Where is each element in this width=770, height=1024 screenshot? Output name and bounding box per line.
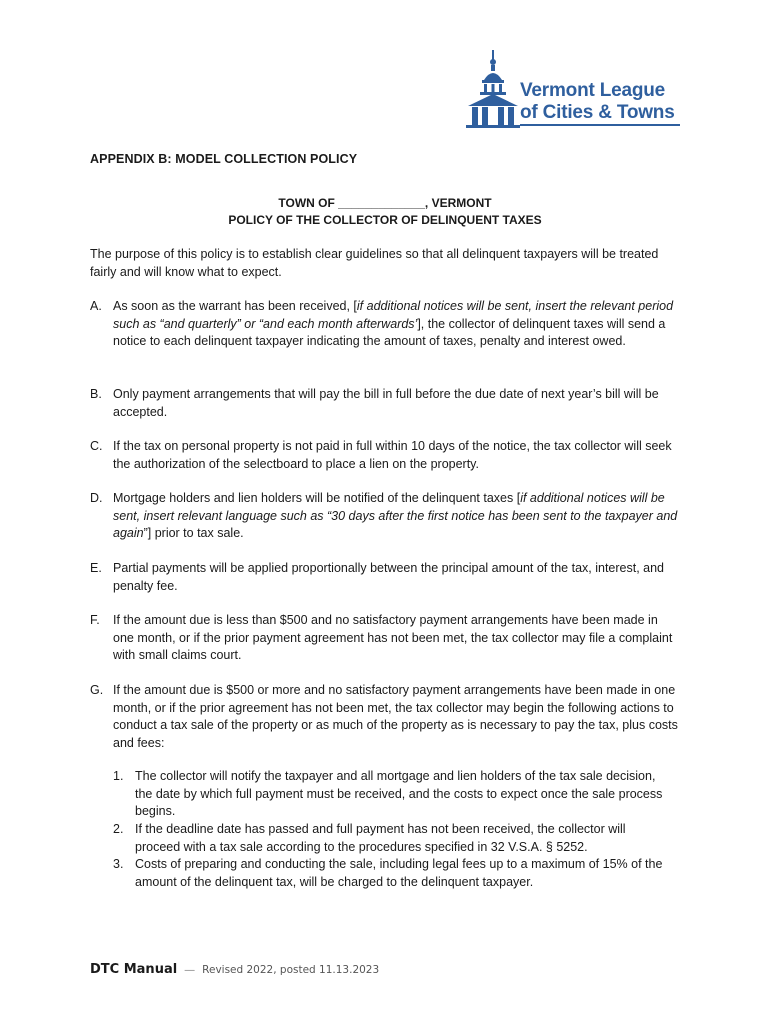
logo-line-1: Vermont League [520,80,666,101]
item-letter: F. [90,613,100,627]
policy-item-c [90,438,682,473]
item-letter: G. [90,683,104,697]
policy-item-f [90,612,682,665]
intro-paragraph: The purpose of this policy is to establish clear guidelines so that all delinquent taxpayers will be treated fairly and will know what to expect. [90,247,659,279]
item-body: Partial payments will be applied proportionally between the principal amount of the tax, interest, and penalty fee. [113,561,665,593]
item-body: As soon as the warrant has been received, [if additional notices will be sent, insert the relevant period such as “and quarterly” or “and each month afterwards’], the collector of delinquent taxes will send a notice to each delinquent taxpayer indicating the amount of taxes, penalty and interest owed. [113,299,674,348]
page-footer [90,962,379,977]
logo-underline [520,124,680,126]
sub-item-number: 3. [113,857,124,871]
item-letter: A. [90,299,102,313]
sub-item-number: 2. [113,822,124,836]
appendix-heading: APPENDIX B: MODEL COLLECTION POLICY [90,152,358,166]
policy-item-b [90,386,682,421]
item-body: Mortgage holders and lien holders will be notified of the delinquent taxes [if additional notices will be sent, insert relevant language such as “30 days after the first notice has been sent to the taxpayer and again”] prior to tax sale. [113,491,678,540]
sub-item-text: The collector will notify the taxpayer and all mortgage and lien holders of the tax sale decision, the date by which full payment must be received, and the costs to expect once the sale process begins. [135,769,663,818]
sub-item-text: If the deadline date has passed and full payment has not been received, the collector will proceed with a tax sale according to the procedures specified in 32 V.S.A. § 5252. [135,822,626,854]
item-body: If the amount due is $500 or more and no satisfactory payment arrangements have been made in one month, or if the prior agreement has not been met, the tax collector may begin the following actions to conduct a tax sale of the property or as much of the property as is necessary to pay the tax, plus costs and fees: [113,683,678,750]
policy-item-d [90,490,682,543]
item-letter: E. [90,561,102,575]
policy-title: POLICY OF THE COLLECTOR OF DELINQUENT TAXES [228,213,542,227]
sub-item-text: Costs of preparing and conducting the sale, including legal fees up to a maximum of 15% of the amount of the delinquent tax, will be charged to the delinquent taxpayer. [135,857,663,889]
item-body: Only payment arrangements that will pay the bill in full before the due date of next year’s bill will be accepted. [113,387,659,419]
logo-line-2: of Cities & Towns [520,102,675,123]
sub-item-1 [113,768,673,821]
policy-item-e [90,560,682,595]
item-body: If the amount due is less than $500 and no satisfactory payment arrangements have been made in one month, or if the prior payment agreement has not been met, the tax collector may file a complaint with small claims court. [113,613,673,662]
item-body: If the tax on personal property is not paid in full within 10 days of the notice, the tax collector will seek the authorization of the selectboard to place a lien on the property. [113,439,672,471]
town-line: TOWN OF _____________, VERMONT [278,196,492,210]
logo-wordmark [520,80,675,124]
town-hall-cupola-icon [466,50,522,130]
sub-item-3 [113,856,673,891]
policy-item-g [90,682,682,752]
item-letter: B. [90,387,102,401]
policy-item-a [90,298,682,351]
item-letter: C. [90,439,103,453]
footer-manual-title: DTC Manual [90,962,178,977]
sub-item-2 [113,821,673,856]
footer-dash: — [184,965,195,976]
vlct-logo [466,50,686,130]
sub-item-number: 1. [113,769,124,783]
item-letter: D. [90,491,103,505]
footer-revised-date: Revised 2022, posted 11.13.2023 [202,964,380,976]
